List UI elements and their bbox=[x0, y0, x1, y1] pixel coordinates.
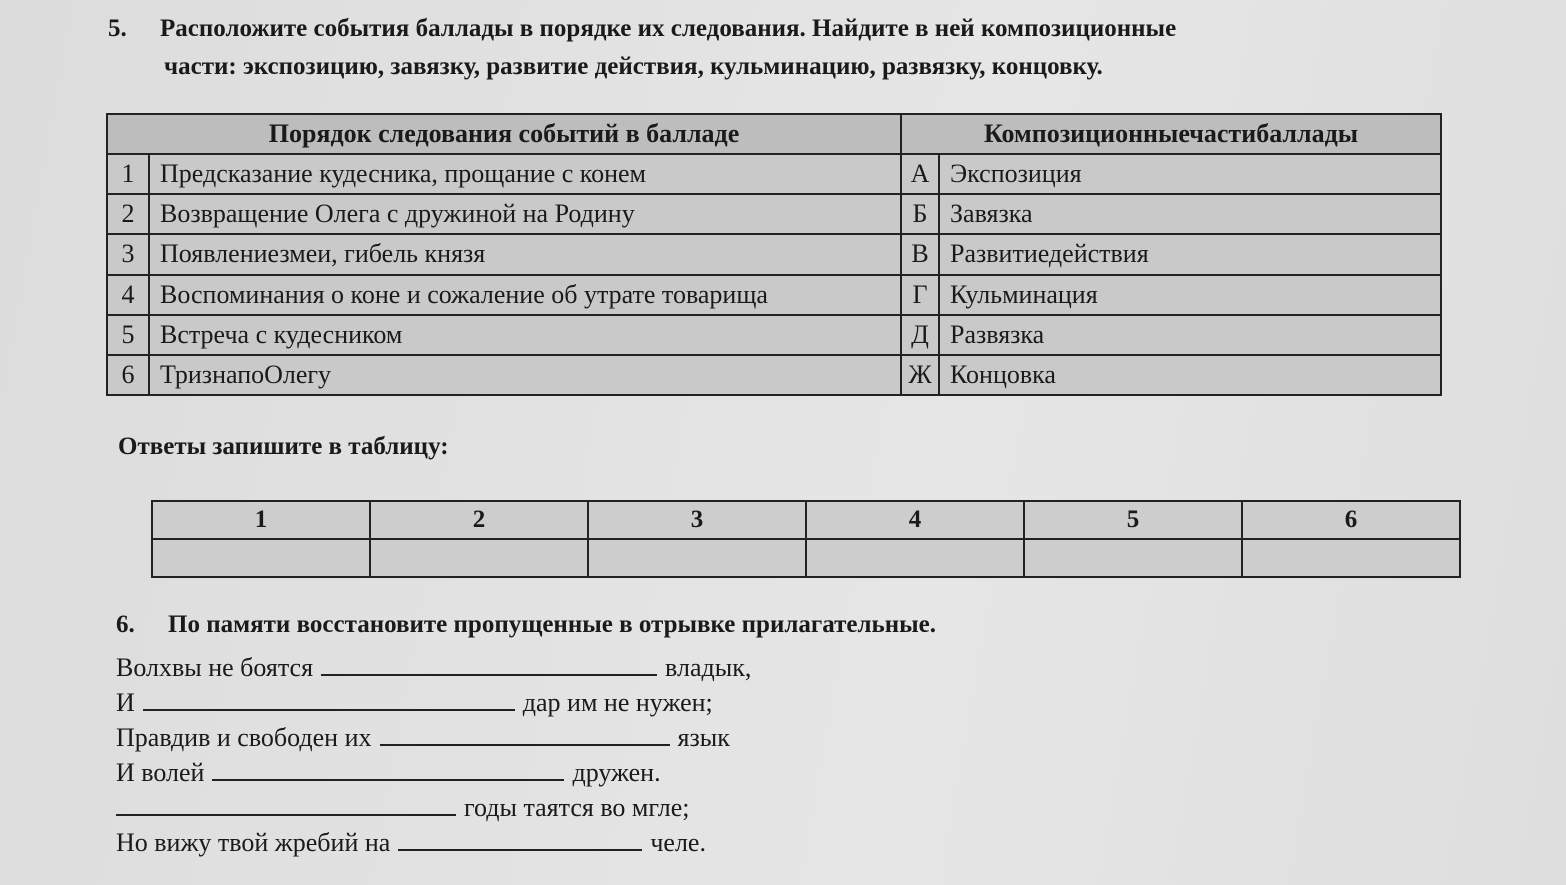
event-text: Появлениезмеи, гибель князя bbox=[149, 234, 901, 274]
answer-column-header: 4 bbox=[806, 501, 1024, 539]
poem-line-start: Но вижу твой жребий на bbox=[116, 828, 391, 857]
poem-line bbox=[116, 685, 751, 720]
table-row bbox=[107, 154, 1441, 194]
poem-line bbox=[116, 825, 751, 860]
answer-column-header: 2 bbox=[370, 501, 588, 539]
table-header-row bbox=[107, 114, 1441, 154]
poem-line bbox=[116, 790, 751, 825]
header-event-order: Порядок следования событий в балладе bbox=[107, 114, 901, 154]
poem-line bbox=[116, 650, 751, 685]
poem-line-start: Волхвы не боятся bbox=[116, 653, 314, 682]
event-text: Возвращение Олега с дружиной на Родину bbox=[149, 194, 901, 234]
part-letter: А bbox=[901, 154, 939, 194]
part-letter: Б bbox=[901, 194, 939, 234]
event-number: 1 bbox=[107, 154, 149, 194]
event-text: ТризнапоОлегу bbox=[149, 355, 901, 395]
event-text: Воспоминания о коне и сожаление об утрате товарища bbox=[149, 275, 901, 315]
fill-in-blank[interactable] bbox=[321, 652, 657, 676]
answer-column-header: 6 bbox=[1242, 501, 1460, 539]
poem-line-start: Правдив и свободен их bbox=[116, 723, 372, 752]
answer-cell[interactable] bbox=[1024, 539, 1242, 577]
part-letter: Ж bbox=[901, 355, 939, 395]
answers-table bbox=[151, 500, 1461, 578]
ballad-events-table bbox=[106, 113, 1442, 396]
part-name: Кульминация bbox=[939, 275, 1441, 315]
answers-header-row bbox=[152, 501, 1460, 539]
poem-line bbox=[116, 755, 751, 790]
event-number: 6 bbox=[107, 355, 149, 395]
table-row bbox=[107, 315, 1441, 355]
answer-column-header: 3 bbox=[588, 501, 806, 539]
event-text: Предсказание кудесника, прощание с конем bbox=[149, 154, 901, 194]
table-row bbox=[107, 194, 1441, 234]
poem-line-end: челе. bbox=[650, 828, 706, 857]
answer-cell[interactable] bbox=[806, 539, 1024, 577]
event-text: Встреча с кудесником bbox=[149, 315, 901, 355]
task-6-text: По памяти восстановите пропущенные в отрывке прилагательные. bbox=[168, 611, 936, 638]
header-composition-parts: Композиционныечастибаллады bbox=[901, 114, 1441, 154]
poem-line-end: язык bbox=[677, 723, 730, 752]
poem-line-end: дар им не нужен; bbox=[522, 688, 713, 717]
fill-in-blank[interactable] bbox=[212, 757, 564, 781]
answer-cell[interactable] bbox=[1242, 539, 1460, 577]
fill-in-blank[interactable] bbox=[380, 722, 670, 746]
event-number: 5 bbox=[107, 315, 149, 355]
poem-line-end: владык, bbox=[665, 653, 752, 682]
poem-line-start: И волей bbox=[116, 758, 205, 787]
answers-input-row bbox=[152, 539, 1460, 577]
part-letter: В bbox=[901, 234, 939, 274]
part-name: Завязка bbox=[939, 194, 1441, 234]
poem-line-end: дружен. bbox=[572, 758, 661, 787]
task-6-number: 6. bbox=[116, 611, 135, 638]
answer-column-header: 5 bbox=[1024, 501, 1242, 539]
poem-line bbox=[116, 720, 751, 755]
table-row bbox=[107, 234, 1441, 274]
part-name: Развязка bbox=[939, 315, 1441, 355]
task-5-text-line-2: части: экспозицию, завязку, развитие действия, кульминацию, развязку, концовку. bbox=[164, 53, 1103, 80]
part-name: Развитиедействия bbox=[939, 234, 1441, 274]
task-5-heading bbox=[108, 10, 1448, 86]
poem-line-end: годы таятся во мгле; bbox=[464, 793, 690, 822]
poem-line-start: И bbox=[116, 688, 135, 717]
part-name: Концовка bbox=[939, 355, 1441, 395]
fill-in-blank[interactable] bbox=[116, 792, 456, 816]
fill-in-blank[interactable] bbox=[143, 687, 515, 711]
task-5-number: 5. bbox=[108, 15, 127, 42]
answer-cell[interactable] bbox=[370, 539, 588, 577]
part-letter: Г bbox=[901, 275, 939, 315]
task-5-text-line-1: Расположите события баллады в порядке их следования. Найдите в ней композиционные bbox=[160, 15, 1177, 42]
event-number: 4 bbox=[107, 275, 149, 315]
part-name: Экспозиция bbox=[939, 154, 1441, 194]
table-row bbox=[107, 355, 1441, 395]
fill-in-blank[interactable] bbox=[398, 827, 642, 851]
event-number: 3 bbox=[107, 234, 149, 274]
poem-excerpt bbox=[116, 650, 751, 860]
answer-cell[interactable] bbox=[588, 539, 806, 577]
event-number: 2 bbox=[107, 194, 149, 234]
answer-column-header: 1 bbox=[152, 501, 370, 539]
answer-cell[interactable] bbox=[152, 539, 370, 577]
answers-instruction: Ответы запишите в таблицу: bbox=[118, 433, 449, 460]
table-row bbox=[107, 275, 1441, 315]
task-6-heading bbox=[116, 611, 936, 639]
part-letter: Д bbox=[901, 315, 939, 355]
